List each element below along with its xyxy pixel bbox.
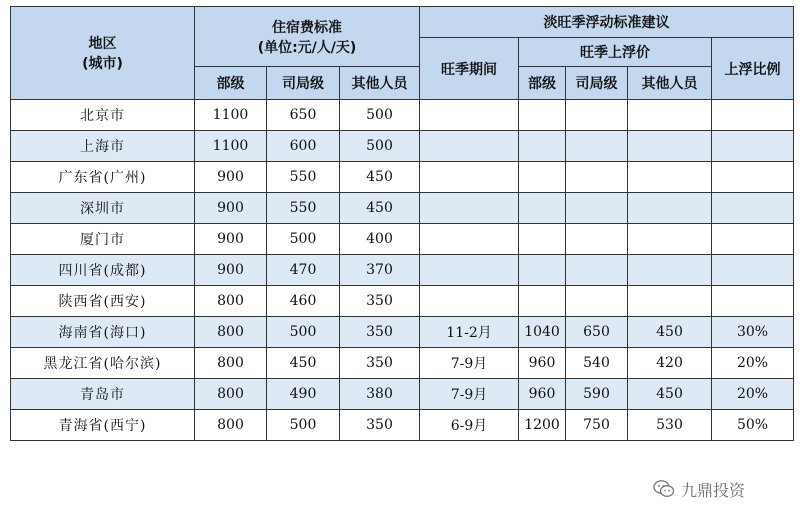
watermark-text: 九鼎投资	[681, 480, 746, 500]
cell-bureau: 460	[267, 286, 340, 317]
cell-p-bureau	[566, 162, 628, 193]
cell-period	[420, 255, 519, 286]
cell-ratio	[712, 255, 794, 286]
cell-p-bureau	[566, 131, 628, 162]
cell-ratio: 50%	[712, 410, 794, 441]
cell-ministry: 800	[195, 317, 267, 348]
region-header: 地区 (城市)	[11, 7, 195, 100]
cell-other: 500	[340, 100, 420, 131]
table-row	[11, 255, 794, 286]
cell-p-ministry	[519, 193, 566, 224]
cell-p-other	[628, 193, 712, 224]
standard-header: 住宿费标准 (单位:元/人/天)	[195, 7, 420, 67]
cell-ministry: 800	[195, 410, 267, 441]
cell-bureau: 500	[267, 317, 340, 348]
cell-city: 海南省(海口)	[11, 317, 195, 348]
cell-bureau: 550	[267, 193, 340, 224]
cell-city: 青岛市	[11, 379, 195, 410]
cell-ratio	[712, 162, 794, 193]
cell-period	[420, 286, 519, 317]
table-row	[11, 224, 794, 255]
cell-city: 北京市	[11, 100, 195, 131]
cell-ministry: 1100	[195, 100, 267, 131]
cell-period	[420, 193, 519, 224]
table-row	[11, 193, 794, 224]
cell-other: 450	[340, 162, 420, 193]
cell-p-bureau	[566, 193, 628, 224]
table-row	[11, 348, 794, 379]
col-peak-bureau-header: 司局级	[566, 67, 628, 100]
cell-p-bureau: 650	[566, 317, 628, 348]
table-row	[11, 410, 794, 441]
cell-p-bureau: 750	[566, 410, 628, 441]
cell-bureau: 550	[267, 162, 340, 193]
cell-p-other	[628, 162, 712, 193]
cell-other: 350	[340, 317, 420, 348]
cell-period: 7-9月	[420, 379, 519, 410]
cell-p-other	[628, 100, 712, 131]
peak-price-header: 旺季上浮价	[519, 38, 712, 67]
cell-p-other: 530	[628, 410, 712, 441]
col-bureau-header: 司局级	[267, 67, 340, 100]
col-ministry-header: 部级	[195, 67, 267, 100]
cell-bureau: 500	[267, 410, 340, 441]
table-row	[11, 379, 794, 410]
cell-period	[420, 100, 519, 131]
cell-ministry: 900	[195, 193, 267, 224]
cell-p-other	[628, 286, 712, 317]
cell-city: 四川省(成都)	[11, 255, 195, 286]
watermark	[653, 476, 745, 502]
cell-p-ministry: 960	[519, 348, 566, 379]
cell-p-bureau	[566, 224, 628, 255]
cell-bureau: 500	[267, 224, 340, 255]
cell-ratio: 20%	[712, 348, 794, 379]
cell-period	[420, 224, 519, 255]
cell-other: 380	[340, 379, 420, 410]
cell-p-ministry: 1040	[519, 317, 566, 348]
cell-p-other: 450	[628, 379, 712, 410]
cell-other: 400	[340, 224, 420, 255]
table-row	[11, 162, 794, 193]
cell-city: 黑龙江省(哈尔滨)	[11, 348, 195, 379]
cell-ratio: 20%	[712, 379, 794, 410]
cell-period: 6-9月	[420, 410, 519, 441]
lodging-standard-table	[10, 6, 794, 441]
cell-p-bureau	[566, 100, 628, 131]
cell-ministry: 900	[195, 255, 267, 286]
cell-ratio	[712, 224, 794, 255]
cell-p-bureau: 540	[566, 348, 628, 379]
cell-city: 上海市	[11, 131, 195, 162]
cell-ministry: 900	[195, 224, 267, 255]
col-peak-other-header: 其他人员	[628, 67, 712, 100]
wechat-icon	[653, 479, 675, 499]
cell-other: 350	[340, 286, 420, 317]
cell-p-ministry	[519, 255, 566, 286]
cell-ministry: 800	[195, 286, 267, 317]
peak-period-header: 旺季期间	[420, 38, 519, 100]
float-ratio-header: 上浮比例	[712, 38, 794, 100]
cell-p-ministry	[519, 224, 566, 255]
cell-ratio	[712, 100, 794, 131]
cell-p-other: 450	[628, 317, 712, 348]
cell-ministry: 800	[195, 379, 267, 410]
cell-bureau: 470	[267, 255, 340, 286]
col-other-header: 其他人员	[340, 67, 420, 100]
cell-ratio	[712, 286, 794, 317]
cell-p-ministry	[519, 100, 566, 131]
col-peak-ministry-header: 部级	[519, 67, 566, 100]
cell-p-other: 420	[628, 348, 712, 379]
cell-other: 350	[340, 348, 420, 379]
cell-p-bureau: 590	[566, 379, 628, 410]
cell-p-ministry	[519, 131, 566, 162]
cell-p-bureau	[566, 286, 628, 317]
cell-period: 7-9月	[420, 348, 519, 379]
cell-ratio	[712, 193, 794, 224]
cell-p-ministry	[519, 162, 566, 193]
cell-p-bureau	[566, 255, 628, 286]
table-row	[11, 100, 794, 131]
table-row	[11, 286, 794, 317]
cell-period	[420, 162, 519, 193]
cell-period	[420, 131, 519, 162]
cell-city: 广东省(广州)	[11, 162, 195, 193]
cell-p-other	[628, 255, 712, 286]
cell-ratio: 30%	[712, 317, 794, 348]
cell-bureau: 650	[267, 100, 340, 131]
cell-p-ministry: 1200	[519, 410, 566, 441]
cell-other: 370	[340, 255, 420, 286]
cell-city: 青海省(西宁)	[11, 410, 195, 441]
cell-other: 350	[340, 410, 420, 441]
cell-p-other	[628, 224, 712, 255]
cell-city: 厦门市	[11, 224, 195, 255]
cell-bureau: 600	[267, 131, 340, 162]
cell-ministry: 1100	[195, 131, 267, 162]
cell-other: 500	[340, 131, 420, 162]
cell-ministry: 900	[195, 162, 267, 193]
cell-p-ministry: 960	[519, 379, 566, 410]
cell-city: 陕西省(西安)	[11, 286, 195, 317]
cell-ratio	[712, 131, 794, 162]
cell-bureau: 490	[267, 379, 340, 410]
cell-ministry: 800	[195, 348, 267, 379]
cell-p-other	[628, 131, 712, 162]
cell-other: 450	[340, 193, 420, 224]
table-row	[11, 131, 794, 162]
cell-p-ministry	[519, 286, 566, 317]
cell-city: 深圳市	[11, 193, 195, 224]
float-header: 淡旺季浮动标准建议	[420, 7, 794, 38]
cell-period: 11-2月	[420, 317, 519, 348]
table-row	[11, 317, 794, 348]
cell-bureau: 450	[267, 348, 340, 379]
